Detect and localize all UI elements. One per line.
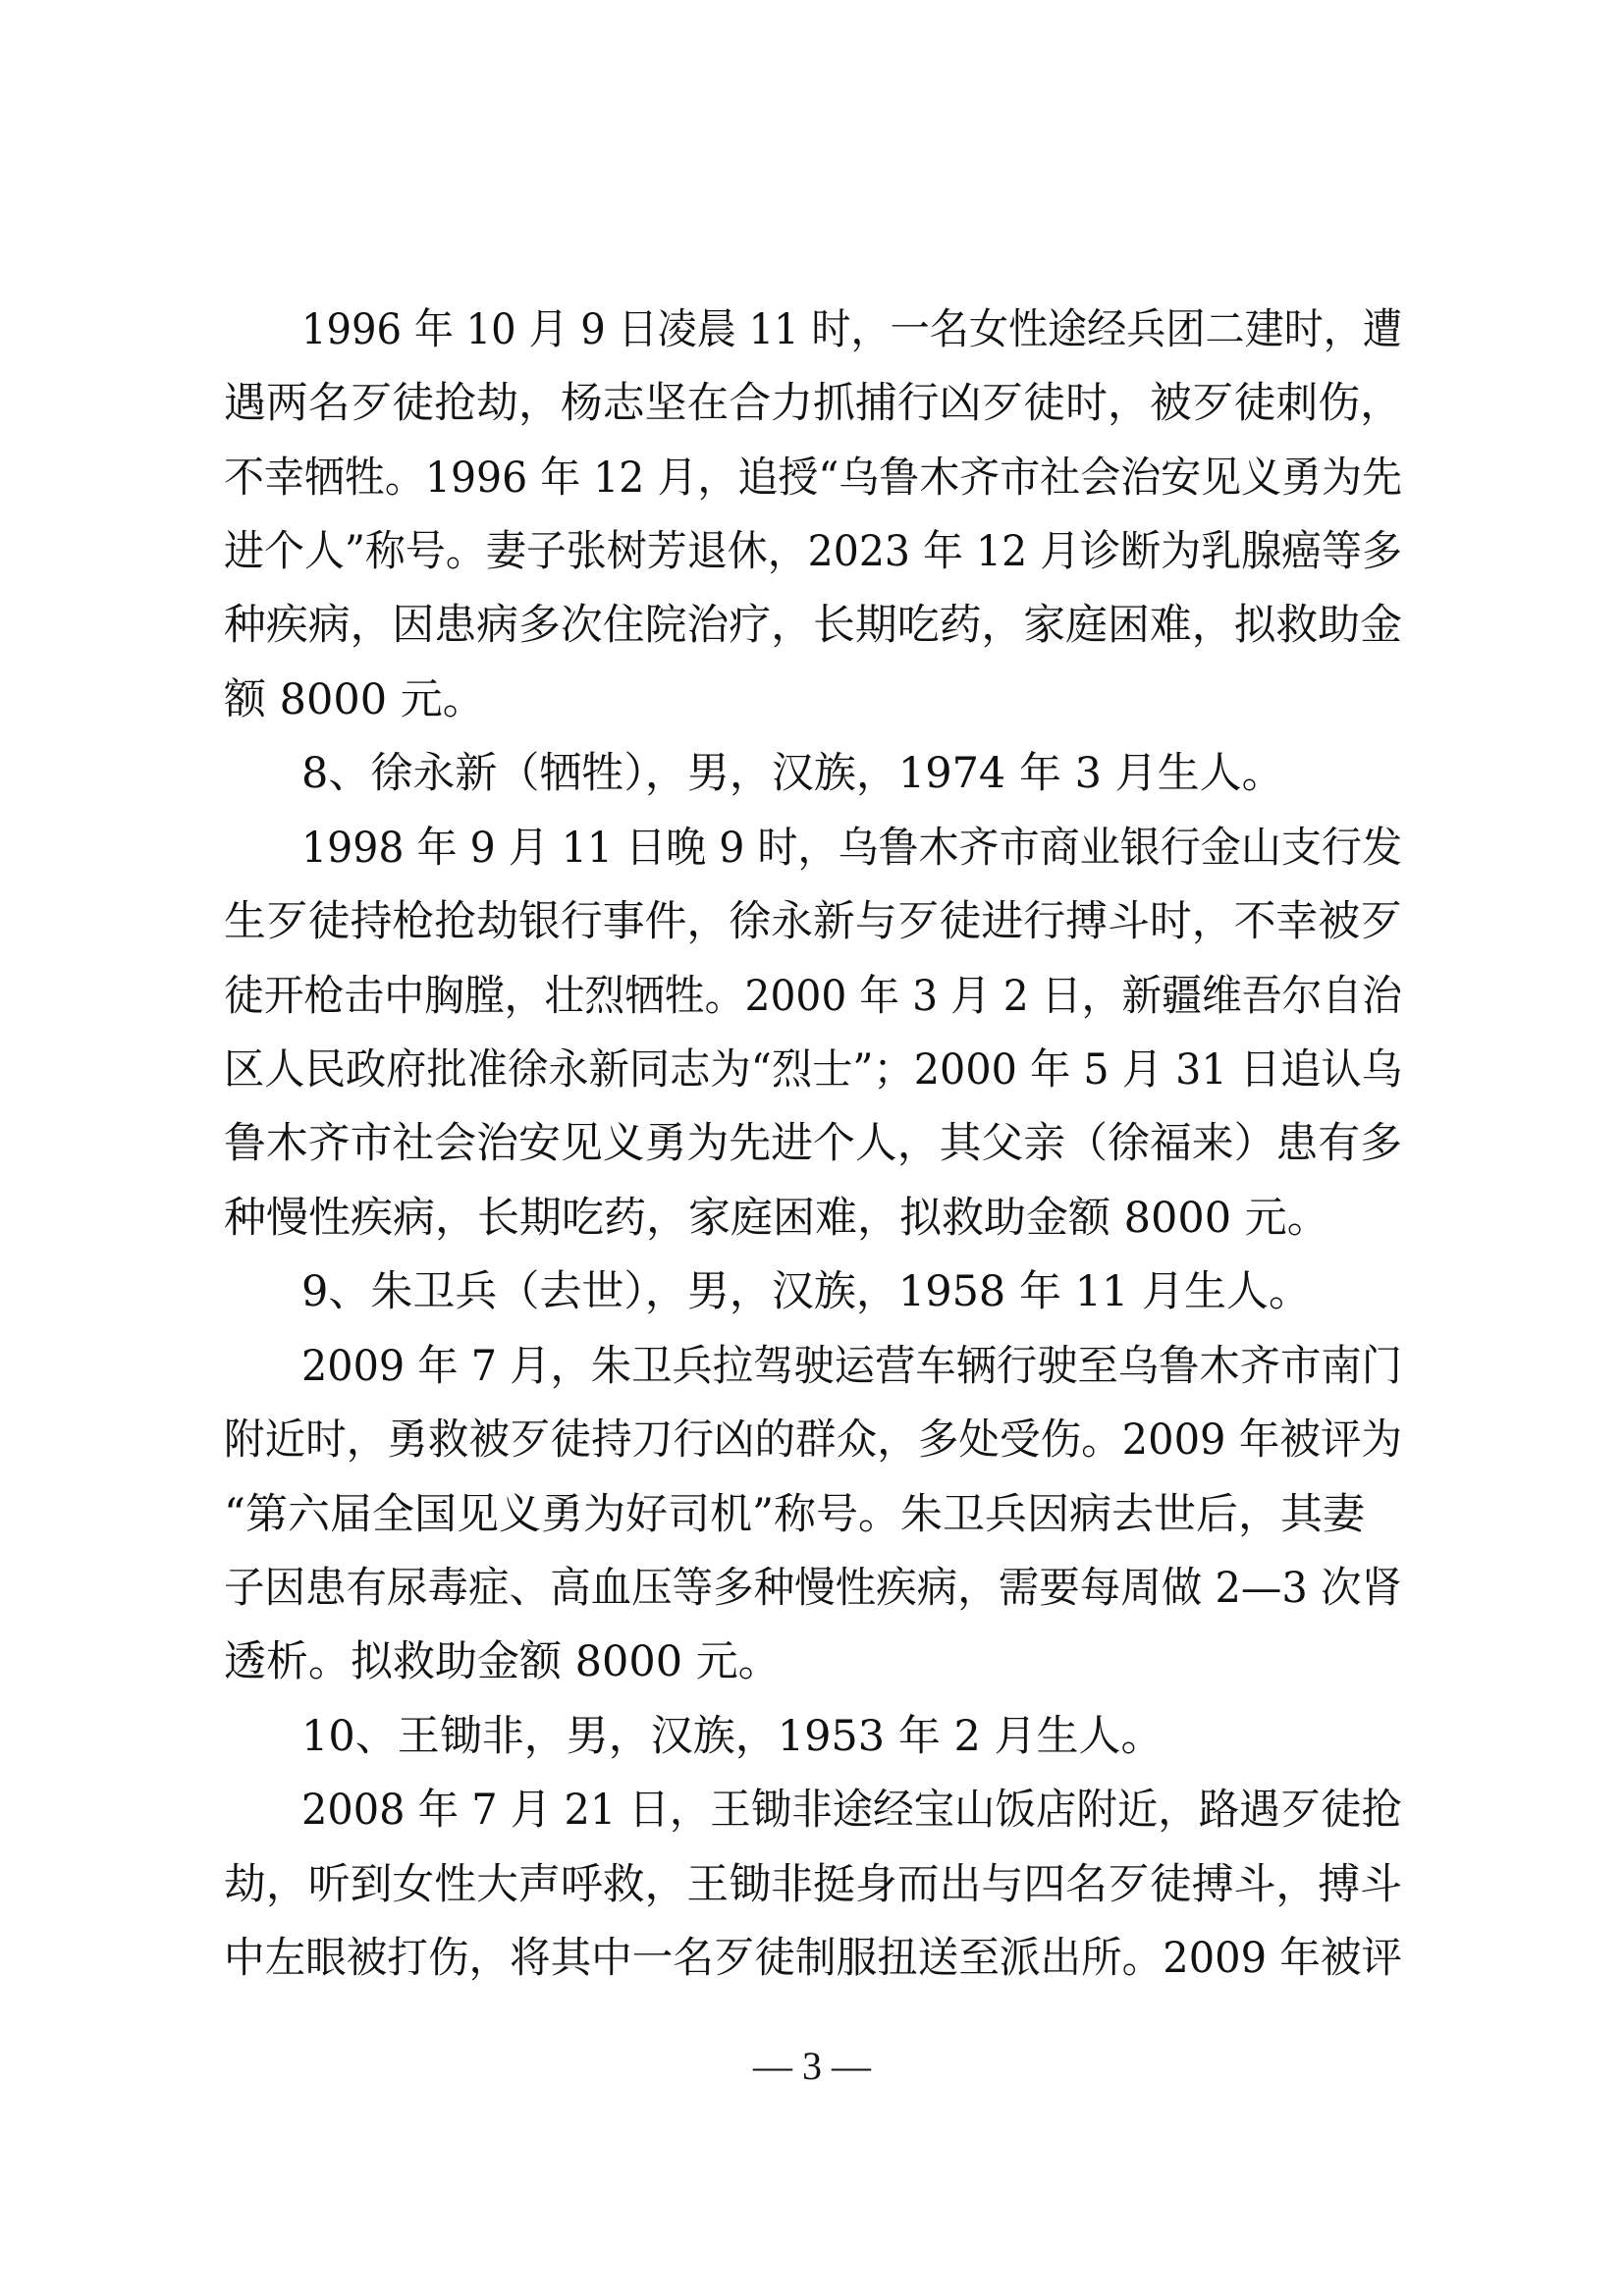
section-heading-text: 8、徐永新（牺牲），男，汉族，1974 年 3 月生人。 (301, 749, 1284, 798)
text-line (0, 663, 1624, 737)
text-line (0, 588, 1624, 663)
text-line (0, 884, 1624, 959)
text-line-content: 2009 年 7 月，朱卫兵拉驾驶运营车辆行驶至乌鲁木齐市南门 (301, 1342, 1402, 1391)
text-line-content: 进个人”称号。妻子张树芳退休，2023 年 12 月诊断为乳腺癌等多 (224, 527, 1402, 576)
text-line (0, 1181, 1624, 1255)
text-line (0, 1329, 1624, 1404)
section-heading (0, 1699, 1624, 1774)
text-line-content: 劫，听到女性大声呼救，王锄非挺身而出与四名歹徒搏斗，搏斗 (224, 1860, 1402, 1909)
text-line (0, 441, 1624, 515)
text-line-content: 遇两名歹徒抢劫，杨志坚在合力抓捕行凶歹徒时，被歹徒刺伤， (224, 379, 1402, 428)
section-heading (0, 1255, 1624, 1329)
section-heading-text: 10、王锄非，男，汉族，1953 年 2 月生人。 (301, 1712, 1164, 1761)
text-line-content: 子因患有尿毒症、高血压等多种慢性疾病，需要每周做 2—3 次肾 (224, 1564, 1402, 1613)
text-line (0, 1033, 1624, 1107)
text-line (0, 366, 1624, 441)
text-line-content: 附近时，勇救被歹徒持刀行凶的群众，多处受伤。2009 年被评为 (224, 1415, 1402, 1465)
text-line-content: 1998 年 9 月 11 日晚 9 时，乌鲁木齐市商业银行金山支行发 (301, 824, 1402, 873)
text-line-content: 2008 年 7 月 21 日，王锄非途经宝山饭店附近，路遇歹徒抢 (301, 1786, 1402, 1835)
text-line-content: 不幸牺牲。1996 年 12 月，追授“乌鲁木齐市社会治安见义勇为先 (224, 454, 1402, 503)
text-line (0, 811, 1624, 885)
text-line-content: 鲁木齐市社会治安见义勇为先进个人，其父亲（徐福来）患有多 (224, 1119, 1402, 1168)
text-line (0, 1551, 1624, 1626)
text-line (0, 514, 1624, 589)
text-line-content: 种慢性疾病，长期吃药，家庭困难，拟救助金额 8000 元。 (224, 1194, 1329, 1243)
text-line-content: 生歹徒持枪抢劫银行事件，徐永新与歹徒进行搏斗时，不幸被歹 (224, 897, 1402, 946)
text-line (0, 293, 1624, 367)
text-line (0, 1106, 1624, 1181)
text-line-content: 1996 年 10 月 9 日凌晨 11 时，一名女性途经兵团二建时，遭 (301, 305, 1402, 354)
section-heading-text: 9、朱卫兵（去世），男，汉族，1958 年 11 月生人。 (301, 1267, 1312, 1316)
page-number: — 3 — (753, 2044, 871, 2088)
text-line-content: 额 8000 元。 (224, 675, 485, 724)
text-line (0, 1625, 1624, 1699)
section-heading (0, 736, 1624, 811)
text-line-content: 透析。拟救助金额 8000 元。 (224, 1637, 781, 1686)
text-line (0, 1477, 1624, 1552)
text-line-content: 区人民政府批准徐永新同志为“烈士”；2000 年 5 月 31 日追认乌 (224, 1045, 1402, 1095)
text-line (0, 1773, 1624, 1847)
text-line (0, 959, 1624, 1034)
text-line (0, 1921, 1624, 1996)
text-line-content: 徒开枪击中胸膛，壮烈牺牲。2000 年 3 月 2 日，新疆维吾尔自治 (224, 972, 1402, 1021)
text-line-content: 中左眼被打伤，将其中一名歹徒制服扭送至派出所。2009 年被评 (224, 1934, 1402, 1983)
text-line-content: 种疾病，因患病多次住院治疗，长期吃药，家庭困难，拟救助金 (224, 601, 1402, 650)
text-line (0, 1403, 1624, 1477)
text-line-content: “第六届全国见义勇为好司机”称号。朱卫兵因病去世后，其妻 (224, 1490, 1365, 1539)
text-line (0, 1847, 1624, 1922)
